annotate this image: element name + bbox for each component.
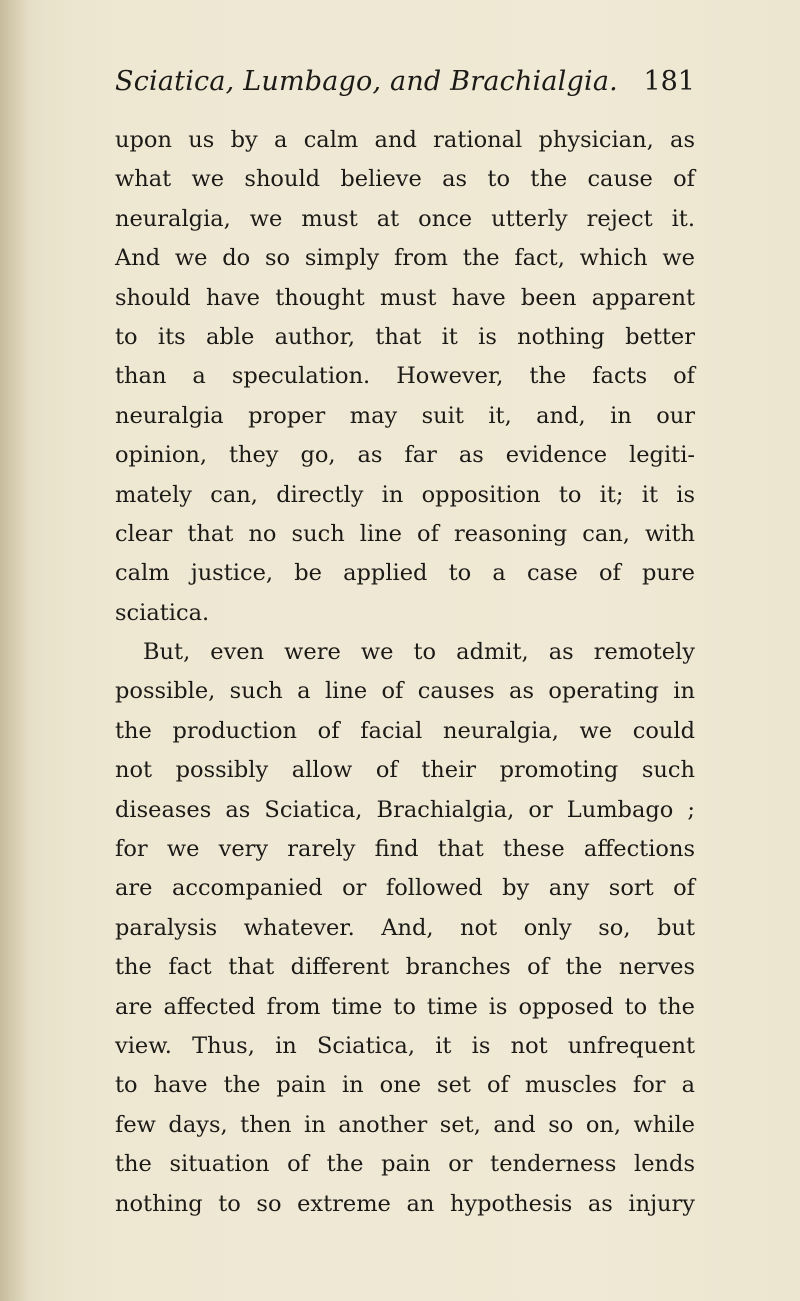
text-line: diseases as Sciatica, Brachialgia, or Lumbago ;	[115, 796, 695, 823]
text-line: nothing to so extreme an hypothesis as injury	[115, 1190, 695, 1217]
text-line: than a speculation. However, the facts of	[115, 363, 695, 390]
text-line: calm justice, be applied to a case of pure	[115, 560, 695, 587]
text-line: neuralgia proper may suit it, and, in our	[115, 402, 695, 429]
text-line: view. Thus, in Sciatica, it is not unfrequent	[115, 1032, 695, 1059]
running-head	[115, 66, 695, 106]
running-title: Sciatica, Lumbago, and Brachialgia.	[115, 66, 618, 97]
text-line: possible, such a line of causes as operating in	[115, 678, 695, 705]
body-text	[115, 121, 695, 1224]
text-line: neuralgia, we must at once utterly reject it.	[115, 205, 695, 232]
text-line: few days, then in another set, and so on, while	[115, 1111, 695, 1138]
text-line: opinion, they go, as far as evidence legiti-	[115, 442, 695, 469]
page-number: 181	[643, 66, 695, 97]
text-line: to have the pain in one set of muscles for a	[115, 1072, 695, 1099]
text-line: paralysis whatever. And, not only so, but	[115, 914, 695, 941]
text-line: upon us by a calm and rational physician, as	[115, 127, 695, 153]
text-line: should have thought must have been apparent	[115, 284, 695, 311]
text-line: clear that no such line of reasoning can, with	[115, 520, 695, 547]
text-line: sciatica.	[115, 599, 210, 626]
text-line: the situation of the pain or tenderness lends	[115, 1151, 695, 1178]
text-line: the production of facial neuralgia, we could	[115, 717, 695, 744]
text-line: are affected from time to time is opposed to the	[115, 993, 695, 1020]
text-line: the fact that different branches of the nerves	[115, 954, 695, 981]
text-line: And we do so simply from the fact, which we	[115, 245, 695, 272]
text-line: to its able author, that it is nothing better	[115, 323, 695, 350]
text-line: But, even were we to admit, as remotely	[143, 639, 695, 666]
text-line: what we should believe as to the cause of	[115, 166, 695, 193]
page-gutter-shadow	[0, 0, 28, 1301]
text-line: for we very rarely find that these affections	[115, 836, 695, 863]
text-line: are accompanied or followed by any sort of	[115, 875, 695, 902]
text-line: mately can, directly in opposition to it; it is	[115, 481, 695, 508]
text-line: not possibly allow of their promoting such	[115, 757, 695, 784]
